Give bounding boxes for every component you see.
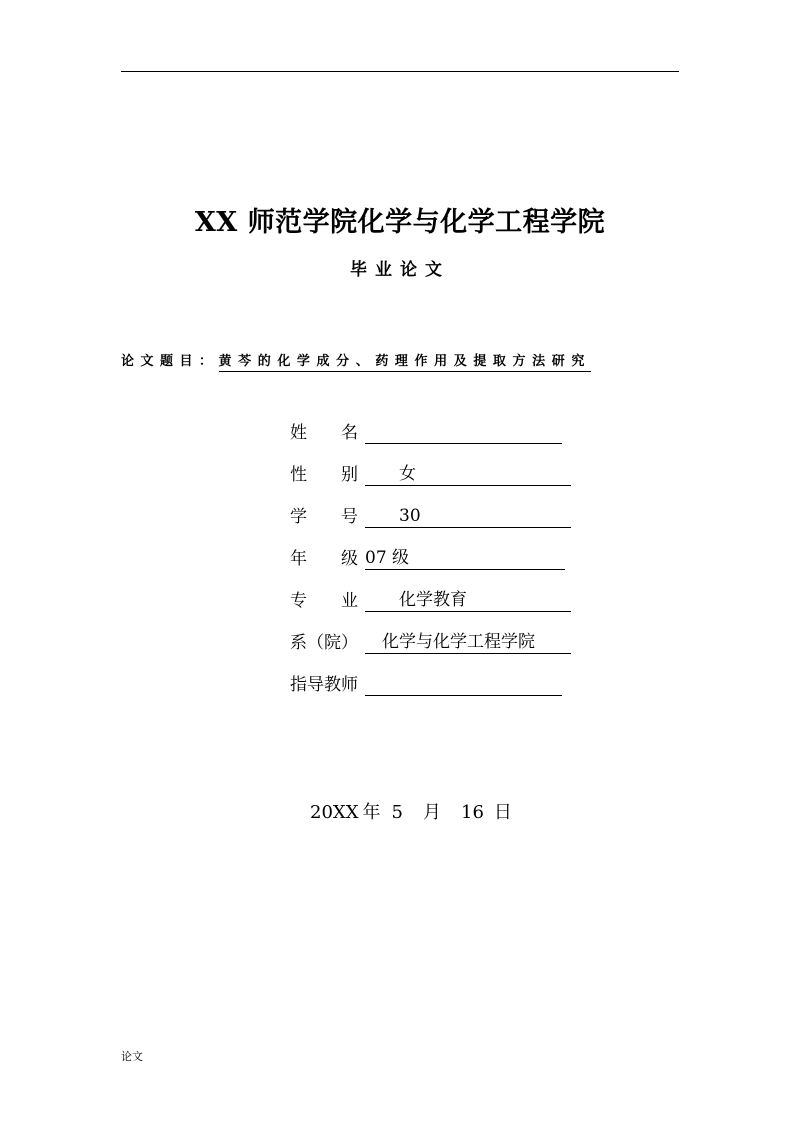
advisor-value (365, 673, 562, 696)
date-day: 16 (461, 802, 484, 823)
thesis-topic (121, 350, 681, 369)
submission-date (310, 798, 512, 824)
student-id-value: 30 (365, 505, 571, 528)
date-month-unit: 月 (423, 802, 441, 823)
header-rule (121, 71, 679, 72)
advisor-label: 指导教师 (290, 675, 358, 695)
gender-field (290, 463, 571, 487)
major-value: 化学教育 (365, 589, 571, 612)
date-year-unit: 年 (362, 802, 381, 823)
advisor-field (290, 673, 562, 697)
grade-field (290, 547, 565, 571)
date-year: 20XX (310, 802, 359, 823)
department-value: 化学与化学工程学院 (365, 631, 571, 654)
gender-value: 女 (365, 463, 571, 486)
major-label: 专 业 (290, 591, 358, 611)
date-month: 5 (391, 802, 403, 823)
date-day-unit: 日 (493, 802, 512, 823)
grade-label: 年 级 (290, 549, 358, 569)
thesis-topic-label: 论文题目： (121, 354, 219, 369)
name-field (290, 421, 562, 445)
gender-label: 性 别 (290, 465, 358, 485)
grade-value: 07 级 (365, 547, 565, 570)
thesis-topic-value: 黄芩的化学成分、药理作用及提取方法研究 (219, 354, 591, 372)
name-label: 姓 名 (290, 423, 358, 443)
institution-title: XX 师范学院化学与化学工程学院 (194, 207, 606, 238)
document-type: 毕业论文 (350, 260, 450, 280)
page-footer: 论文 (121, 1050, 143, 1063)
major-field (290, 589, 571, 613)
department-field (290, 631, 571, 655)
student-id-label: 学 号 (290, 507, 358, 527)
student-id-field (290, 505, 571, 529)
department-label: 系（院） (290, 633, 358, 653)
name-value (365, 421, 562, 444)
